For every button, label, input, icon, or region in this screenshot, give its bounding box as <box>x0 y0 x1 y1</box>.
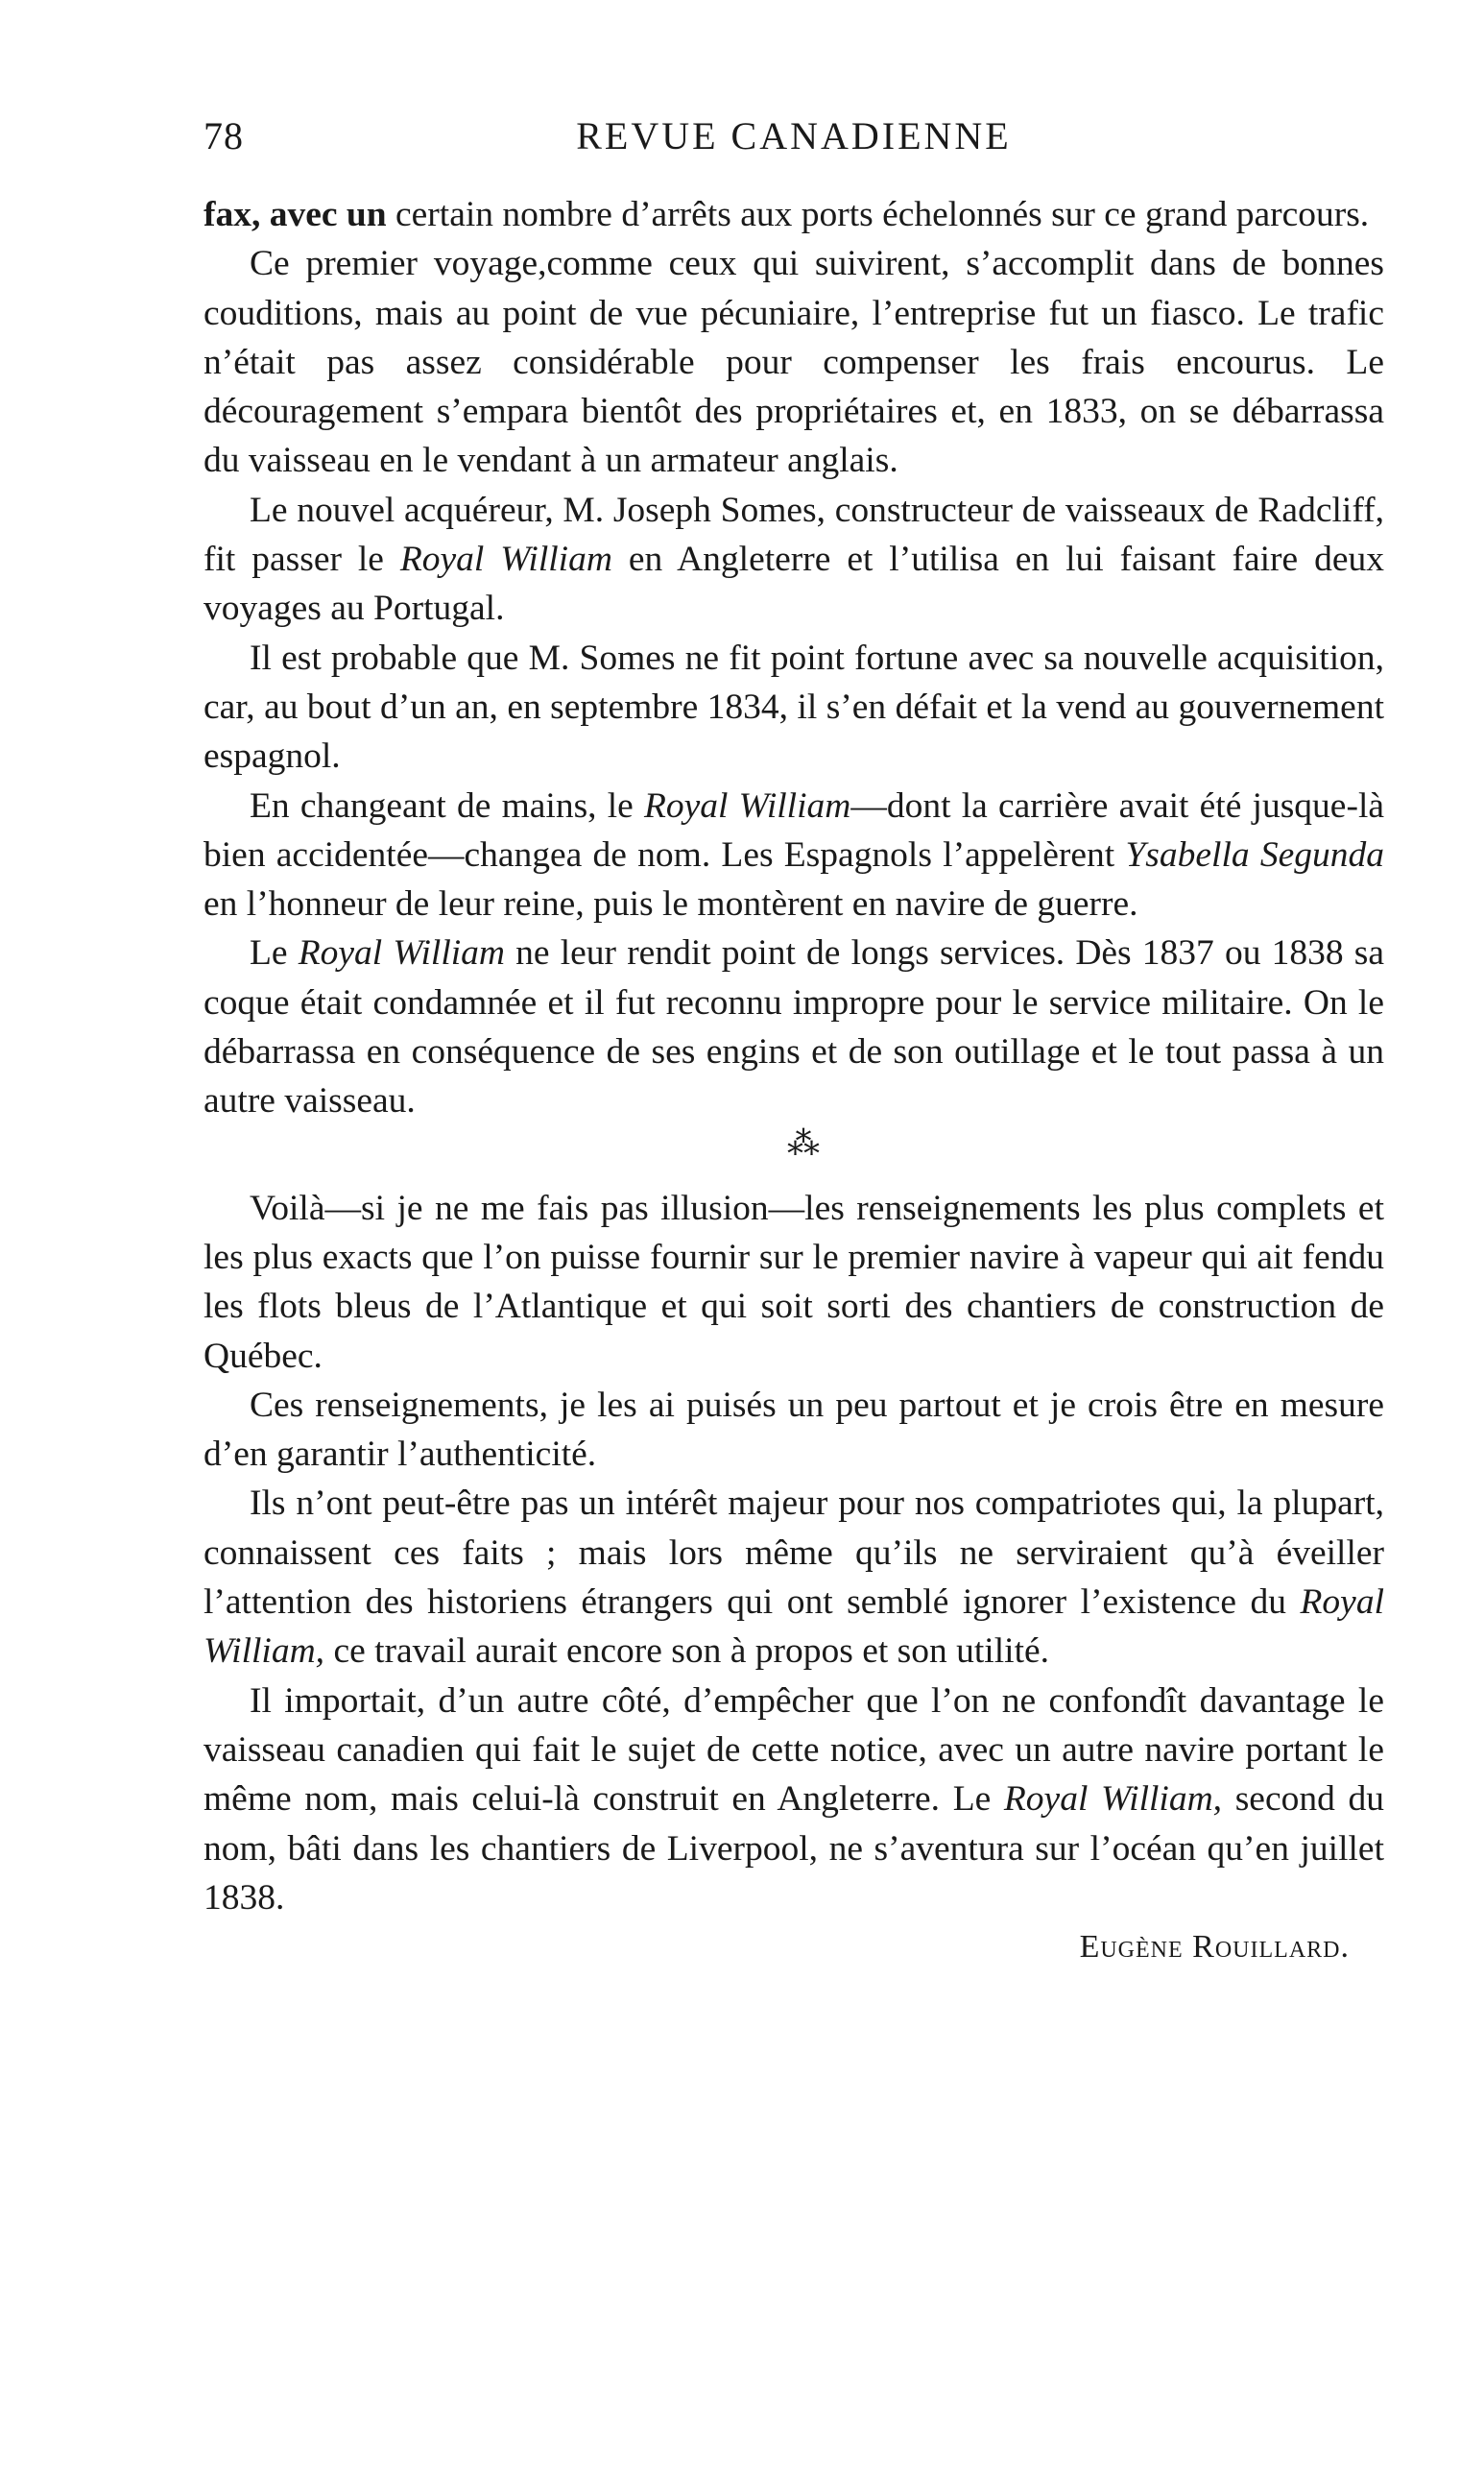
text-segment: Il est probable que M. Somes ne fit point fortune avec sa nouvelle acquisition, car, au bout d’un an, en septembre 1834, il s’en défait et la vend au gouvernement espagnol. <box>203 638 1384 777</box>
ship-name-italic: Royal William <box>298 933 506 974</box>
paragraph <box>203 1381 1384 1480</box>
text-segment: Ce premier voyage,comme ceux qui suivirent, s’accomplit dans de bonnes couditions, mais au point de vue pécuniaire, l’entreprise fut un fiasco. Le trafic n’était pas assez considérable pour compenser les frais encourus. Le découragement s’empara bientôt des propriétaires et, en 1833, on se débarrassa du vaisseau en le vendant à un armateur anglais. <box>203 244 1384 481</box>
text-segment: Voilà—si je ne me fais pas illusion—les renseignements les plus complets et les plus exacts que l’on puisse fournir sur le premier navire à vapeur qui ait fendu les flots bleus de l’Atlantique et qui soit sorti des chantiers de construction de Québec. <box>203 1188 1384 1376</box>
text-segment: ne leur rendit point de longs services. Dès 1837 ou 1838 sa coque était condamnée et il fut reconnu impropre pour le service militaire. On le débarrassa en conséquence de ses engins et de son outillage et le tout passa à un autre vaisseau. <box>203 933 1384 1122</box>
author-signature: Eugène Rouillard. <box>1079 1929 1350 1966</box>
section-break-asterism: ⁂ <box>787 1125 820 1162</box>
text-segment: ce travail aurait encore son à propos et son utilité. <box>324 1631 1050 1672</box>
text-segment: fax, avec un <box>203 195 395 234</box>
paragraph <box>203 239 1384 485</box>
text-segment: certain <box>395 195 494 234</box>
text-segment: Ils n’ont peut-être pas un intérêt majeur pour nos compatriotes qui, la plupart, connaissent ces faits ; mais lors même qu’ils ne serviraient qu’à éveiller l’attention des historiens étrangers qui ont semblé ignorer l’existence du <box>203 1484 1384 1623</box>
paragraph <box>203 634 1384 782</box>
ship-name-italic: Royal William, <box>203 1582 1384 1672</box>
paragraph <box>203 929 1384 1125</box>
ship-name-italic: Royal William <box>399 540 612 580</box>
text-segment: —dont la carrière avait été jusque-là bien accidentée—changea de nom. Les Espagnols l’appelèrent <box>203 785 1385 875</box>
paragraph <box>203 190 1384 239</box>
article-body <box>203 190 1384 1971</box>
ship-name-italic: Ysabella Segunda <box>1125 834 1384 875</box>
paragraph <box>203 1479 1384 1676</box>
text-segment: Le nouvel acquéreur, M. Joseph Somes, constructeur de vaisseaux de Radcliff, fit passer le <box>203 490 1384 580</box>
text-segment: en l’honneur de leur reine, puis le montèrent en navire de guerre. <box>203 884 1138 925</box>
text-segment: en Angleterre et l’utilisa en lui faisant faire deux voyages au Portugal. <box>203 540 1384 629</box>
text-segment: second du nom, bâti dans les chantiers de Liverpool, ne s’aventura sur l’océan qu’en juillet 1838. <box>203 1779 1384 1918</box>
paragraph <box>203 1677 1384 1922</box>
ship-name-italic: Royal William <box>644 785 851 826</box>
page-header <box>203 113 1384 171</box>
text-segment: Le <box>250 933 299 974</box>
ship-name-italic: Royal William, <box>1003 1779 1223 1820</box>
text-segment: grand parcours. <box>1144 195 1370 234</box>
running-title: REVUE CANADIENNE <box>576 114 1012 157</box>
text-segment: Ces renseignements, je les ai puisés un peu partout et je crois être en mesure d’en garantir l’authenticité. <box>203 1385 1384 1475</box>
paragraph <box>203 782 1384 929</box>
text-segment: Il importait, d’un autre côté, d’empêcher que l’on ne confondît davantage le vaisseau canadien qui fait le sujet de cette notice, avec un autre navire portant le même nom, mais celui-là construit en Angleterre. Le <box>203 1680 1384 1820</box>
paragraph <box>203 1184 1384 1381</box>
text-segment: nombre d’arrêts aux ports échelonnés sur ce <box>493 195 1145 234</box>
paragraph <box>203 486 1384 634</box>
page-number: 78 <box>203 114 244 157</box>
text-segment: En changeant de mains, le <box>250 785 644 826</box>
